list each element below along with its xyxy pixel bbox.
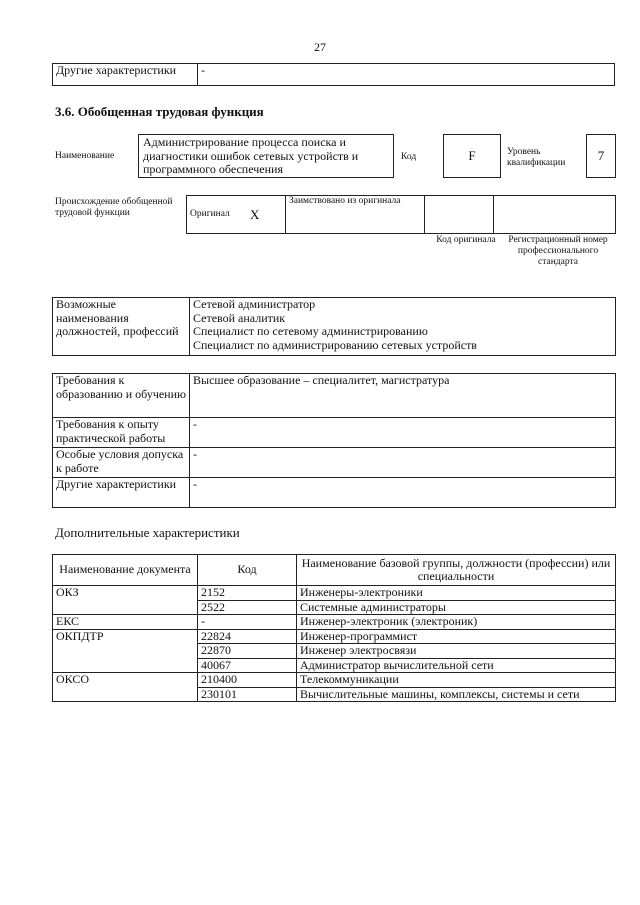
original-label: Оригинал (187, 196, 248, 234)
function-name-label: Наименование (55, 151, 115, 161)
name-cell: Администратор вычислительной сети (297, 658, 616, 673)
name-cell: Инженер-программист (297, 629, 616, 644)
header-document: Наименование документа (53, 555, 198, 586)
table-row (53, 615, 616, 630)
additional-table (52, 554, 616, 702)
top-other-characteristics-table (52, 63, 615, 86)
code-original-cell (425, 196, 494, 234)
function-code-label: Код (401, 152, 417, 162)
positions-list (190, 298, 616, 356)
table-row (53, 629, 616, 644)
position-item: Специалист по администрированию сетевых устройств (193, 337, 477, 352)
additional-title: Дополнительные характеристики (55, 525, 240, 540)
other-characteristics-value: - (190, 478, 616, 508)
name-cell: Телекоммуникации (297, 673, 616, 688)
header-name: Наименование базовой группы, должности (профессии) или специальности (297, 555, 616, 586)
doc-cell: ОКПДТР (53, 629, 198, 673)
function-name-value: Администрирование процесса поиска и диагностики ошибок сетевых устройств и программного обеспечения (143, 135, 359, 176)
code-cell: 40067 (198, 658, 297, 673)
qualification-level-value: 7 (597, 148, 605, 163)
code-cell: 2522 (198, 600, 297, 615)
code-cell: 2152 (198, 586, 297, 601)
original-mark: X (247, 196, 286, 234)
top-other-characteristics-label: Другие характеристики (53, 64, 198, 86)
function-name-box (138, 134, 394, 178)
qualification-level-label: Уровень квалификации (507, 147, 566, 168)
name-cell: Системные администраторы (297, 600, 616, 615)
borrowed-label: Заимствовано из оригинала (286, 196, 425, 234)
name-cell: Инженер-электроник (электроник) (297, 615, 616, 630)
position-item: Сетевой аналитик (193, 310, 286, 325)
position-item: Сетевой администратор (193, 297, 316, 311)
code-cell: 22824 (198, 629, 297, 644)
function-code-value: F (468, 148, 476, 163)
top-other-characteristics-value: - (198, 64, 615, 86)
code-cell: 230101 (198, 687, 297, 702)
origin-label: Происхождение обобщенной трудовой функции (55, 197, 173, 218)
positions-label: Возможные наименования должностей, профессий (53, 298, 190, 356)
qualification-level-box (586, 134, 616, 178)
experience-req-label: Требования к опыту практической работы (53, 418, 190, 448)
experience-req-value: - (190, 418, 616, 448)
code-cell: 210400 (198, 673, 297, 688)
code-cell: - (198, 615, 297, 630)
name-cell: Инженер электросвязи (297, 644, 616, 659)
position-item: Специалист по сетевому администрированию (193, 324, 428, 338)
education-req-label: Требования к образованию и обучению (53, 374, 190, 418)
table-row (53, 673, 616, 688)
origin-table (186, 195, 616, 234)
table-row (53, 586, 616, 601)
header-code: Код (198, 555, 297, 586)
positions-table (52, 297, 616, 356)
page-number: 27 (314, 40, 326, 54)
doc-cell: ОКСО (53, 673, 198, 702)
special-conditions-value: - (190, 448, 616, 478)
section-title: 3.6. Обобщенная трудовая функция (55, 104, 264, 119)
education-req-value: Высшее образование – специалитет, магистратура (190, 374, 616, 418)
code-cell: 22870 (198, 644, 297, 659)
function-code-box (443, 134, 501, 178)
special-conditions-label: Особые условия допуска к работе (53, 448, 190, 478)
name-cell: Вычислительные машины, комплексы, системы и сети (297, 687, 616, 702)
doc-cell: ОКЗ (53, 586, 198, 615)
name-cell: Инженеры-электроники (297, 586, 616, 601)
other-characteristics-label: Другие характеристики (53, 478, 190, 508)
requirements-table (52, 373, 616, 508)
reg-number-caption: Регистрационный номер профессионального стандарта (508, 235, 608, 267)
reg-number-cell (494, 196, 616, 234)
code-original-caption: Код оригинала (436, 235, 496, 245)
doc-cell: ЕКС (53, 615, 198, 630)
